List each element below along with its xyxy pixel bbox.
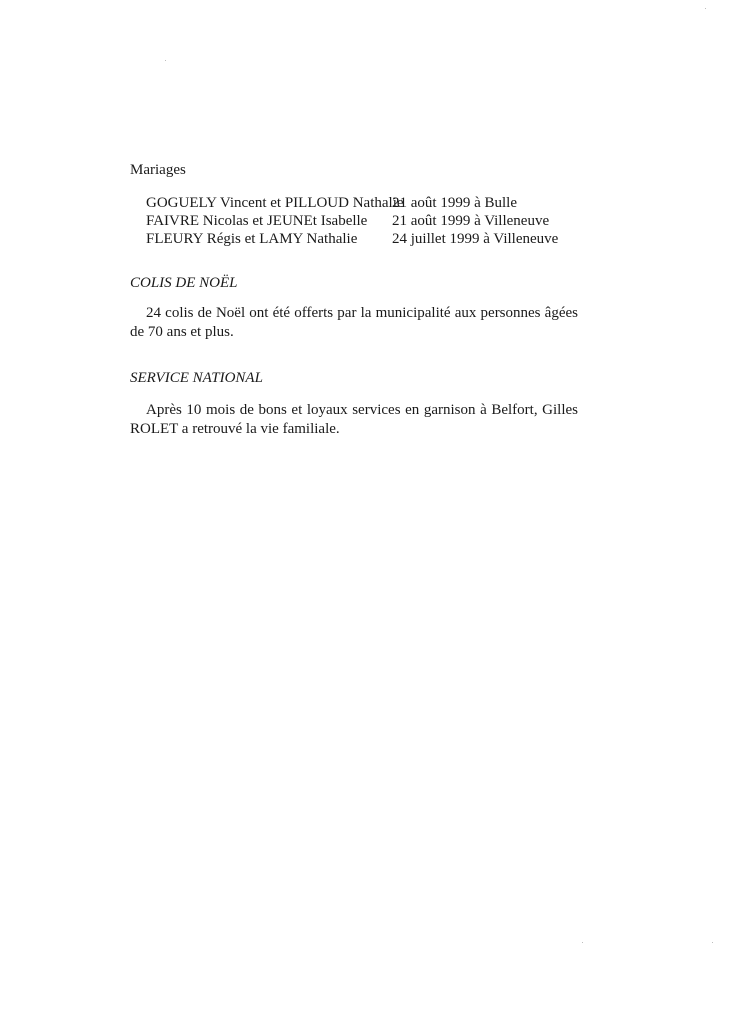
colis-paragraph: 24 colis de Noël ont été offerts par la municipalité aux personnes âgées de 70 ans et plus. bbox=[130, 305, 578, 340]
marriage-list bbox=[146, 194, 566, 248]
list-item bbox=[146, 212, 566, 230]
marriage-names: FLEURY Régis et LAMY Nathalie bbox=[146, 231, 358, 247]
colis-heading: COLIS DE NOËL bbox=[130, 275, 238, 291]
scan-speck bbox=[712, 942, 713, 943]
service-paragraph: Après 10 mois de bons et loyaux services en garnison à Belfort, Gilles ROLET a retrouvé la vie familiale. bbox=[130, 402, 578, 437]
marriage-date-place: 21 août 1999 à Bulle bbox=[392, 195, 517, 211]
marriage-names: FAIVRE Nicolas et JEUNEt Isabelle bbox=[146, 213, 368, 229]
marriage-date-place: 24 juillet 1999 à Villeneuve bbox=[392, 231, 559, 247]
service-heading: SERVICE NATIONAL bbox=[130, 370, 263, 386]
marriage-date-place: 21 août 1999 à Villeneuve bbox=[392, 213, 550, 229]
list-item bbox=[146, 194, 566, 212]
marriage-names: GOGUELY Vincent et PILLOUD Nathalie bbox=[146, 195, 404, 211]
mariages-heading: Mariages bbox=[130, 162, 186, 178]
scan-speck bbox=[582, 942, 583, 943]
scan-speck bbox=[165, 60, 166, 61]
scan-speck bbox=[705, 8, 706, 9]
list-item bbox=[146, 230, 566, 248]
